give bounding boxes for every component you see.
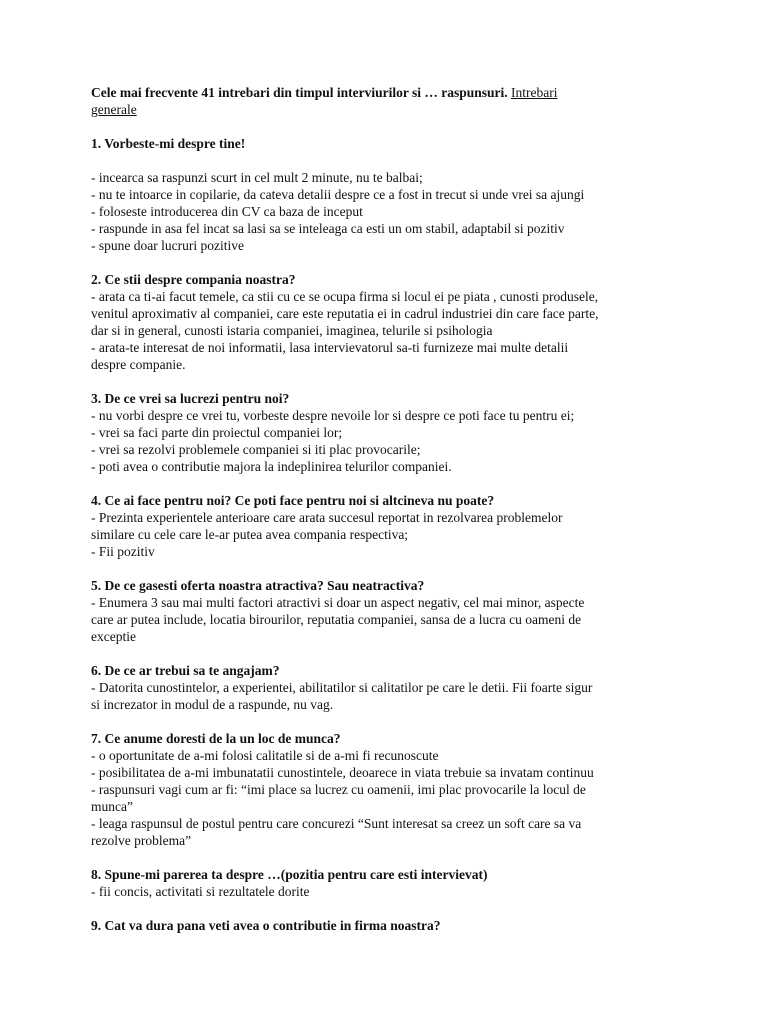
question-heading: 5. De ce gasesti oferta noastra atractiva? Sau neatractiva? <box>91 578 425 593</box>
answer-line: despre companie. <box>91 357 186 372</box>
question-heading: 9. Cat va dura pana veti avea o contributie in firma noastra? <box>91 918 441 933</box>
answer-line: - Prezinta experientele anterioare care arata succesul reportat in rezolvarea problemelor <box>91 510 563 525</box>
question-3 <box>91 390 691 475</box>
question-4 <box>91 492 691 560</box>
answer-line: - fii concis, activitati si rezultatele dorite <box>91 884 310 899</box>
answer-line: - Enumera 3 sau mai multi factori atractivi si doar un aspect negativ, cel mai minor, aspecte <box>91 595 585 610</box>
answer-line: rezolve problema” <box>91 833 192 848</box>
question-8 <box>91 866 691 900</box>
question-heading: 3. De ce vrei sa lucrezi pentru noi? <box>91 391 290 406</box>
answer-line: - Datorita cunostintelor, a experientei, abilitatilor si calitatilor pe care le detii. Fii foarte sigur <box>91 680 593 695</box>
answer-line: - poti avea o contributie majora la indeplinirea telurilor companiei. <box>91 459 452 474</box>
answer-line: - foloseste introducerea din CV ca baza de inceput <box>91 204 363 219</box>
question-6 <box>91 662 691 713</box>
question-heading: 7. Ce anume doresti de la un loc de munca? <box>91 731 341 746</box>
answer-line: - vrei sa faci parte din proiectul companiei lor; <box>91 425 343 440</box>
answer-line: dar si in general, cunosti istaria companiei, imaginea, telurile si psihologia <box>91 323 493 338</box>
title-text: Cele mai frecvente 41 intrebari din timpul interviurilor si … raspunsuri. <box>91 85 508 100</box>
answer-line: - Fii pozitiv <box>91 544 155 559</box>
question-heading: 2. Ce stii despre compania noastra? <box>91 272 296 287</box>
answer-line: - arata ca ti-ai facut temele, ca stii cu ce se ocupa firma si locul ei pe piata , cunosti produsele, <box>91 289 599 304</box>
answer-line: similare cu cele care le-ar putea avea compania respectiva; <box>91 527 409 542</box>
answer-line: - raspunde in asa fel incat sa lasi sa se inteleaga ca esti un om stabil, adaptabil si pozitiv <box>91 221 565 236</box>
answer-line: - raspunsuri vagi cum ar fi: “imi place sa lucrez cu oamenii, imi plac provocarile la locul de <box>91 782 586 797</box>
answer-line: - posibilitatea de a-mi imbunatatii cunostintele, deoarece in viata trebuie sa invatam continuu <box>91 765 594 780</box>
answer-line: - nu te intoarce in copilarie, da cateva detalii despre ce a fost in trecut si unde vrei sa ajungi <box>91 187 585 202</box>
question-heading: 6. De ce ar trebui sa te angajam? <box>91 663 280 678</box>
answer-line: - arata-te interesat de noi informatii, lasa intervievatorul sa-ti furnizeze mai multe detalii <box>91 340 569 355</box>
document-title <box>91 84 691 118</box>
question-heading: 8. Spune-mi parerea ta despre …(pozitia pentru care esti intervievat) <box>91 867 488 882</box>
answer-line: - incearca sa raspunzi scurt in cel mult 2 minute, nu te balbai; <box>91 170 423 185</box>
answer-line: - nu vorbi despre ce vrei tu, vorbeste despre nevoile lor si despre ce poti face tu pentru ei; <box>91 408 575 423</box>
question-7 <box>91 730 691 849</box>
answer-line: venitul aproximativ al companiei, care este reputatia ei in cadrul industriei din care face parte, <box>91 306 599 321</box>
answer-line: - o oportunitate de a-mi folosi calitatile si de a-mi fi recunoscute <box>91 748 439 763</box>
answer-line: - leaga raspunsul de postul pentru care concurezi “Sunt interesat sa creez un soft care sa va <box>91 816 582 831</box>
document-page <box>91 84 691 934</box>
answer-line: - spune doar lucruri pozitive <box>91 238 244 253</box>
answer-line: care ar putea include, locatia birourilor, reputatia companiei, sansa de a lucra cu oameni de <box>91 612 582 627</box>
answer-line: si increzator in modul de a raspunde, nu vag. <box>91 697 334 712</box>
question-9 <box>91 917 691 934</box>
title-link[interactable]: Intrebari generale <box>91 85 558 117</box>
answer-line: munca” <box>91 799 133 814</box>
answer-line: exceptie <box>91 629 136 644</box>
question-heading: 1. Vorbeste-mi despre tine! <box>91 136 246 151</box>
question-heading: 4. Ce ai face pentru noi? Ce poti face pentru noi si altcineva nu poate? <box>91 493 495 508</box>
question-1 <box>91 135 691 254</box>
question-2 <box>91 271 691 373</box>
question-5 <box>91 577 691 645</box>
answer-line: - vrei sa rezolvi problemele companiei si iti plac provocarile; <box>91 442 421 457</box>
